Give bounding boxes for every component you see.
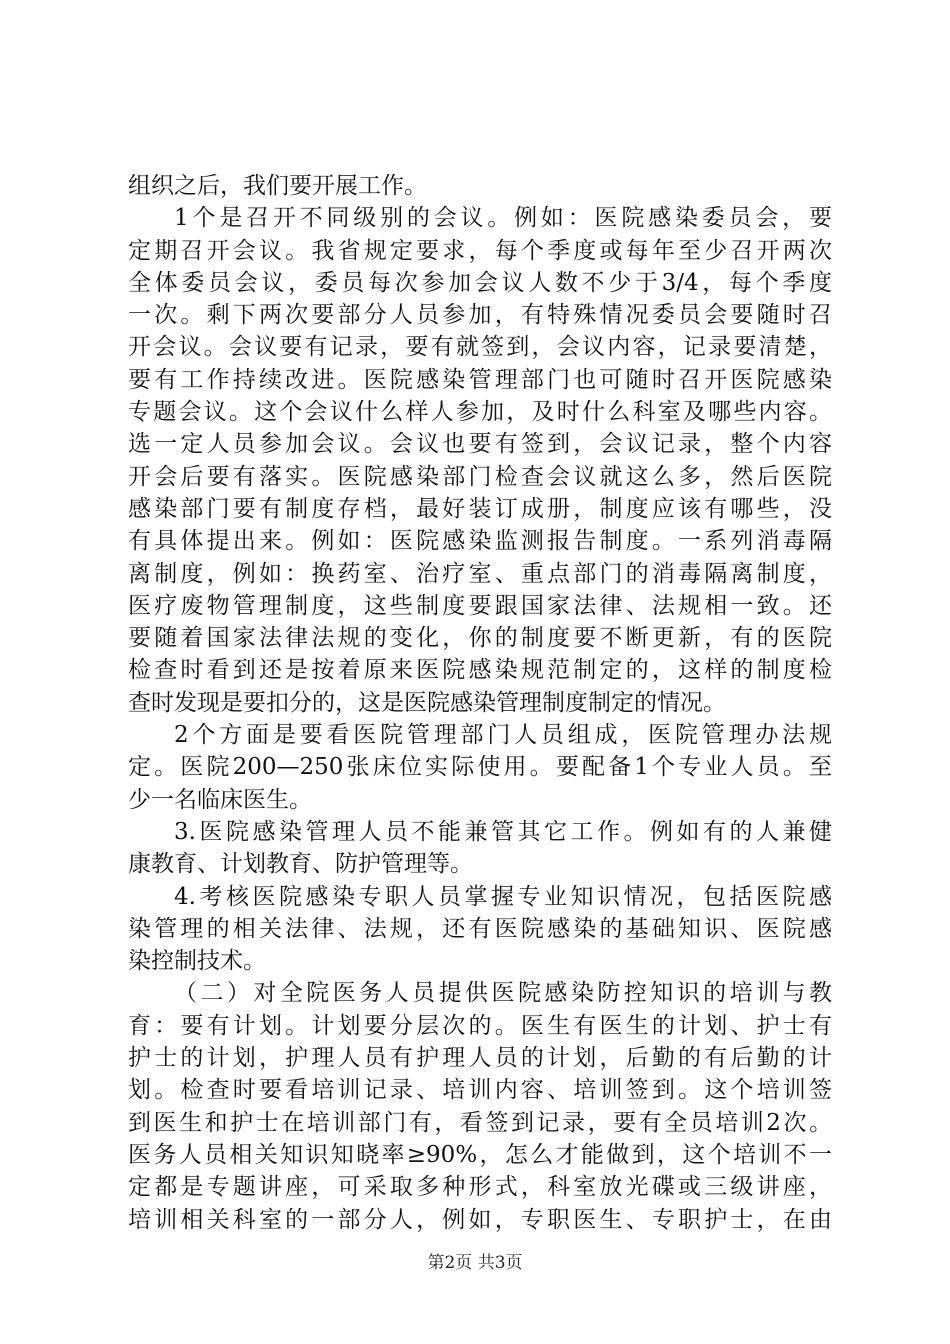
paragraph	[128, 170, 832, 202]
document-body	[128, 170, 832, 1236]
text-line: 4.考核医院感染专职人员掌握专业知识情况，包括医院感	[174, 883, 832, 910]
text-line: 2个方面是要看医院管理部门人员组成，医院管理办法规	[174, 722, 832, 749]
text-line: 全体委员会议，委员每次参加会议人数不少于3/4，每个季度	[128, 269, 832, 296]
text-line: 染控制技术。	[128, 948, 266, 975]
text-line: 定。医院200—250张床位实际使用。要配备1个专业人员。至	[128, 754, 832, 781]
text-line: 查时发现是要扣分的，这是医院感染管理制度制定的情况。	[128, 689, 726, 716]
text-line: 培训相关科室的一部分人，例如，专职医生、专职护士，在由	[128, 1206, 832, 1233]
text-line: 定都是专题讲座，可采取多种形式，科室放光碟或三级讲座，	[128, 1174, 832, 1201]
text-line: 要随着国家法律法规的变化，你的制度要不断更新，有的医院	[128, 625, 832, 652]
text-line: 选一定人员参加会议。会议也要有签到，会议记录，整个内容	[128, 431, 832, 458]
text-line: 康教育、计划教育、防护管理等。	[128, 851, 473, 878]
text-line: 有具体提出来。例如：医院感染监测报告制度。一系列消毒隔	[128, 528, 832, 555]
text-line: 专题会议。这个会议什么样人参加，及时什么科室及哪些内容。	[128, 399, 832, 426]
text-line: 感染部门要有制度存档，最好装订成册，制度应该有哪些，没	[128, 495, 832, 522]
text-line: 少一名临床医生。	[128, 786, 312, 813]
paragraph	[128, 719, 832, 816]
paragraph	[128, 977, 832, 1235]
text-line: 划。检查时要看培训记录、培训内容、培训签到。这个培训签	[128, 1077, 832, 1104]
text-line: 检查时看到还是按着原来医院感染规范制定的，这样的制度检	[128, 657, 832, 684]
text-line: 染管理的相关法律、法规，还有医院感染的基础知识、医院感	[128, 915, 832, 942]
text-line: 医务人员相关知识知晓率≥90%，怎么才能做到，这个培训不一	[128, 1141, 832, 1168]
text-line: 离制度，例如：换药室、治疗室、重点部门的消毒隔离制度，	[128, 560, 832, 587]
text-line: 定期召开会议。我省规定要求，每个季度或每年至少召开两次	[128, 237, 832, 264]
text-line: 1个是召开不同级别的会议。例如：医院感染委员会，要	[174, 205, 832, 232]
text-line: 组织之后，我们要开展工作。	[128, 173, 427, 199]
text-line: 3.医院感染管理人员不能兼管其它工作。例如有的人兼健	[174, 818, 832, 845]
text-line: 护士的计划，护理人员有护理人员的计划，后勤的有后勤的计	[128, 1045, 832, 1072]
text-line: 开会后要有落实。医院感染部门检查会议就这么多，然后医院	[128, 463, 832, 490]
text-line: 要有工作持续改进。医院感染管理部门也可随时召开医院感染	[128, 366, 832, 393]
paragraph	[128, 816, 832, 881]
paragraph	[128, 202, 832, 719]
text-line: 医疗废物管理制度，这些制度要跟国家法律、法规相一致。还	[128, 592, 832, 619]
text-line: 开会议。会议要有记录，要有就签到，会议内容，记录要清楚，	[128, 334, 832, 361]
text-line: 到医生和护士在培训部门有，看签到记录，要有全员培训2次。	[128, 1109, 832, 1136]
text-line: 一次。剩下两次要部分人员参加，有特殊情况委员会要随时召	[128, 302, 832, 329]
paragraph	[128, 881, 832, 978]
text-line: 育：要有计划。计划要分层次的。医生有医生的计划、护士有	[128, 1012, 832, 1039]
text-line: （二）对全院医务人员提供医院感染防控知识的培训与教	[174, 980, 832, 1007]
page-number-footer: 第2页 共3页	[427, 1253, 523, 1273]
